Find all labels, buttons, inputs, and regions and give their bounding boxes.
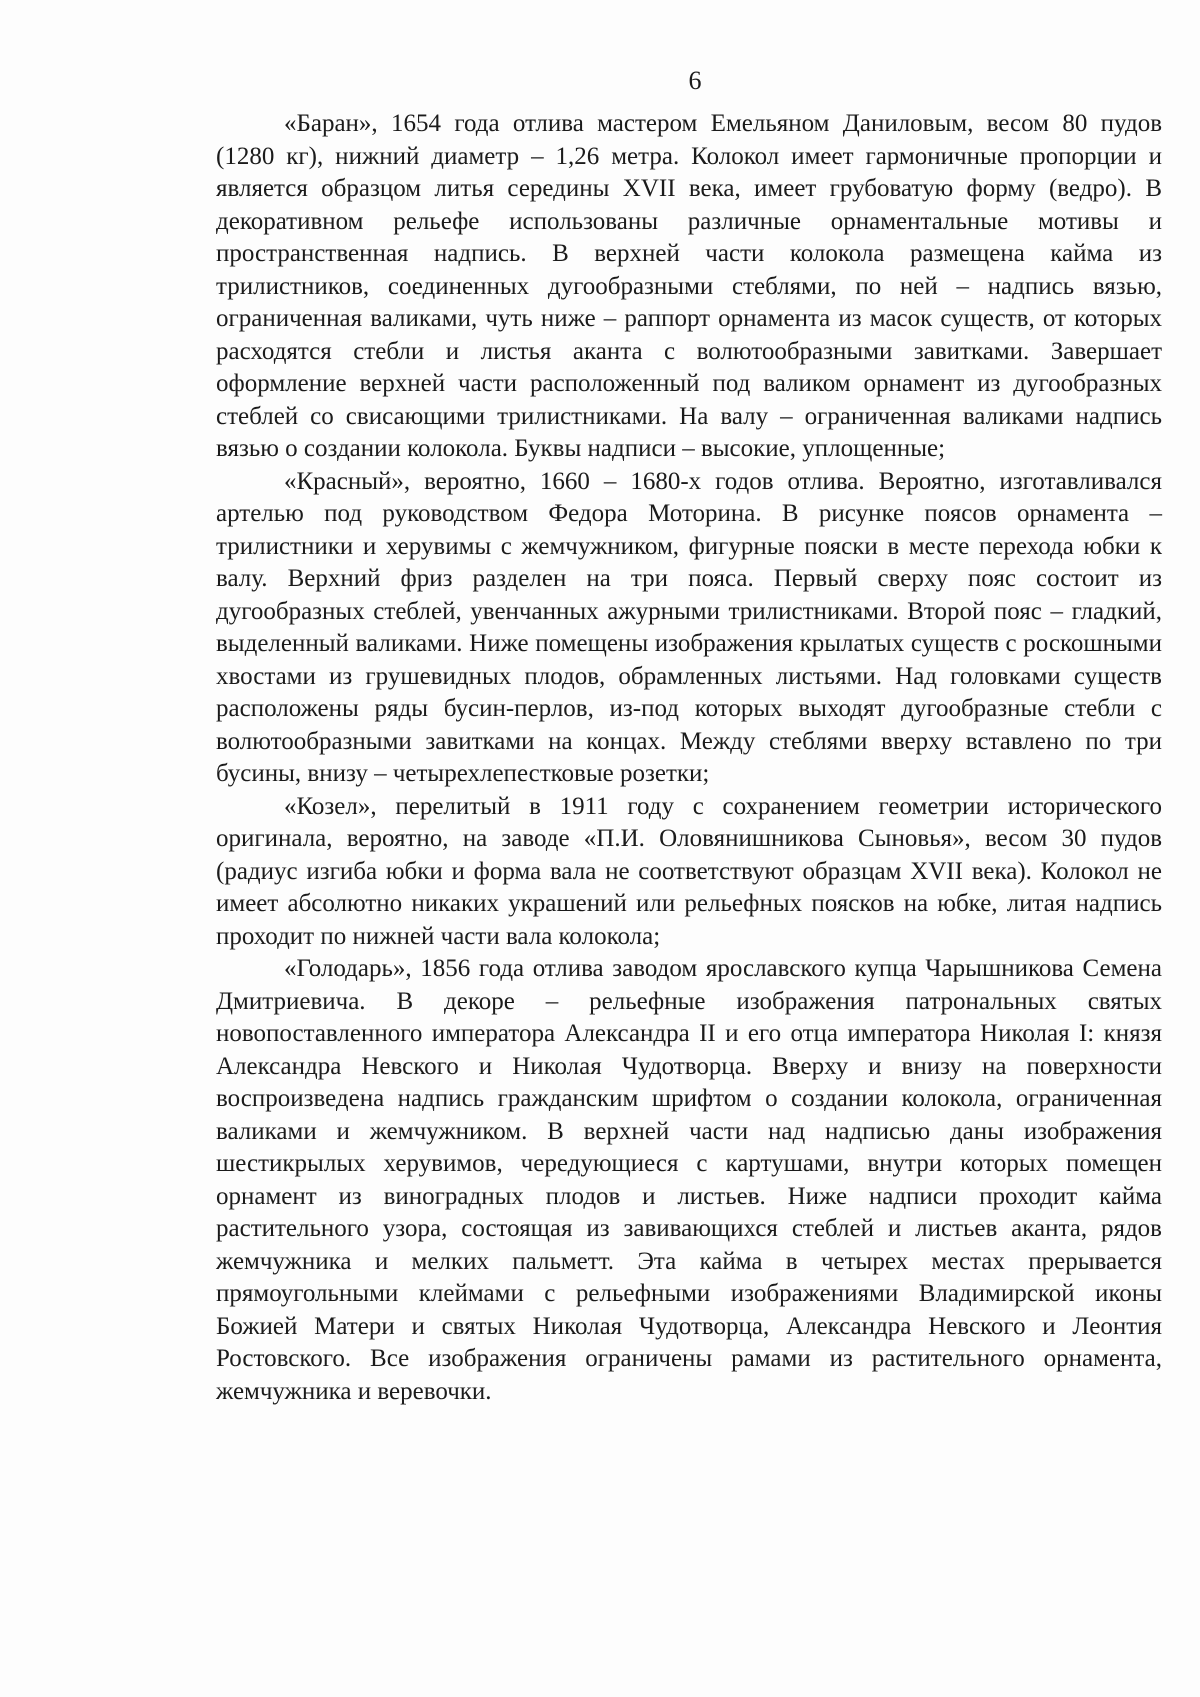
document-body <box>216 108 1162 1408</box>
paragraph-golodar-bell: «Голодарь», 1856 года отлива заводом ярославского купца Чарышникова Семена Дмитриевича. В декоре – рельефные изображения патрональных святых новопоставленного императора Александра II и его отца императора Николая I: князя Александра Невского и Николая Чудотворца. Вверху и внизу на поверхности воспроизведена надпись гражданским шрифтом о создании колокола, ограниченная валиками и жемчужником. В верхней части над надписью даны изображения шестикрылых херувимов, чередующиеся с картушами, внутри которых помещен орнамент из виноградных плодов и листьев. Ниже надписи проходит кайма растительного узора, состоящая из завивающихся стеблей и листьев аканта, рядов жемчужника и мелких пальметт. Эта кайма в четырех местах прерывается прямоугольными клеймами с рельефными изображениями Владимирской иконы Божией Матери и святых Николая Чудотворца, Александра Невского и Леонтия Ростовского. Все изображения ограничены рамами из растительного орнамента, жемчужника и веревочки. <box>216 955 1162 1405</box>
paragraph-kozel-bell: «Козел», перелитый в 1911 году с сохранением геометрии исторического оригинала, вероятно, на заводе «П.И. Оловянишникова Сыновья», весом 30 пудов (радиус изгиба юбки и форма вала не соответствуют образцам XVII века). Колокол не имеет абсолютно никаких украшений или рельефных поясков на юбке, литая надпись проходит по нижней части вала колокола; <box>216 792 1162 950</box>
paragraph-krasny-bell: «Красный», вероятно, 1660 – 1680-х годов отлива. Вероятно, изготавливался артелью под руководством Федора Моторина. В рисунке поясов орнамента – трилистники и херувимы с жемчужником, фигурные пояски в месте перехода юбки к валу. Верхний фриз разделен на три пояса. Первый сверху пояс состоит из дугообразных стеблей, увенчанных ажурными трилистниками. Второй пояс – гладкий, выделенный валиками. Ниже помещены изображения крылатых существ с роскошными хвостами из грушевидных плодов, обрамленных листьями. Над головками существ расположены ряды бусин-перлов, из-под которых выходят дугообразные стебли с волютообразными завитками на концах. Между стеблями вверху вставлено по три бусины, внизу – четырехлепестковые розетки; <box>216 467 1162 787</box>
page-number: 6 <box>688 66 702 95</box>
paragraph-baran-bell: «Баран», 1654 года отлива мастером Емельяном Даниловым, весом 80 пудов (1280 кг), нижний диаметр – 1,26 метра. Колокол имеет гармоничные пропорции и является образцом литья середины XVII века, имеет грубоватую форму (ведро). В декоративном рельефе использованы различные орнаментальные мотивы и пространственная надпись. В верхней части колокола размещена кайма из трилистников, соединенных дугообразными стеблями, по ней – надпись вязью, ограниченная валиками, чуть ниже – раппорт орнамента из масок существ, от которых расходятся стебли и листья аканта с волютообразными завитками. Завершает оформление верхней части расположенный под валиком орнамент из дугообразных стеблей со свисающими трилистниками. На валу – ограниченная валиками надпись вязью о создании колокола. Буквы надписи – высокие, уплощенные; <box>216 110 1162 462</box>
